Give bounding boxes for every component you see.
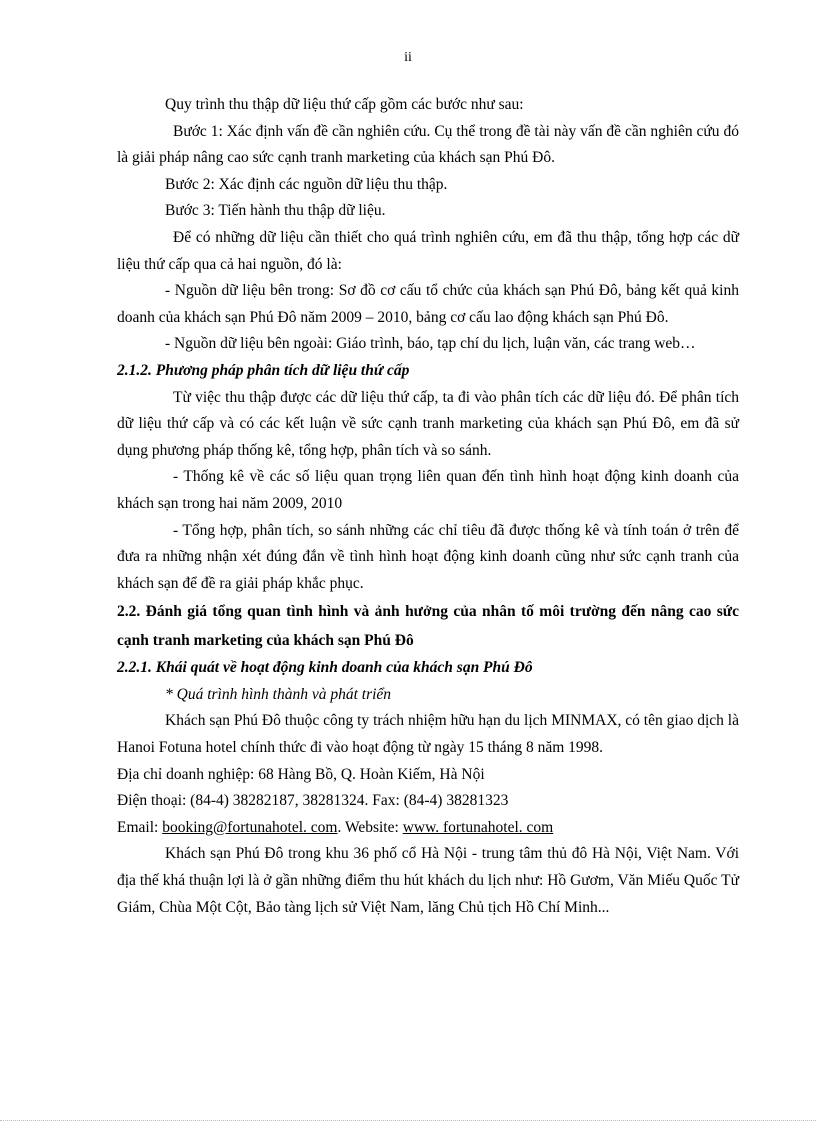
sub-heading: * Quá trình hình thành và phát triển (165, 685, 392, 703)
paragraph: Khách sạn Phú Đô trong khu 36 phố cổ Hà Nội - trung tâm thủ đô Hà Nội, Việt Nam. Với địa thế khá thuận lợi là ở gần những điểm thu hút khách du lịch như: Hồ Gươm, Văn Miếu Quốc Tử Giám, Chùa Một Cột, Bảo tàng lịch sử Việt Nam, lăng Chủ tịch Hồ Chí Minh... (117, 845, 739, 916)
page-body (117, 92, 739, 921)
address-line: Địa chỉ doanh nghiệp: 68 Hàng Bồ, Q. Hoàn Kiếm, Hà Nội (117, 765, 485, 783)
paragraph: Khách sạn Phú Đô thuộc công ty trách nhiệm hữu hạn du lịch MINMAX, có tên giao dịch là Hanoi Fotuna hotel chính thức đi vào hoạt động từ ngày 15 tháng 8 năm 1998. (117, 712, 739, 757)
email-label: Email: (117, 818, 163, 836)
paragraph: Bước 3: Tiến hành thu thập dữ liệu. (165, 202, 386, 220)
email-link[interactable]: booking@fortunahotel. com (162, 818, 338, 836)
paragraph: - Tổng hợp, phân tích, so sánh những các chỉ tiêu đã được thống kê và tính toán ở trên để đưa ra những nhận xét đúng đắn về tình hình hoạt động kinh doanh cũng như sức cạnh tranh của khách sạn để đề ra giải pháp khắc phục. (117, 521, 739, 592)
paragraph: - Nguồn dữ liệu bên trong: Sơ đồ cơ cấu tổ chức của khách sạn Phú Đô, bảng kết quả kinh doanh của khách sạn Phú Đô năm 2009 – 2010, bảng cơ cấu lao động khách sạn Phú Đô. (117, 282, 739, 326)
paragraph: Bước 1: Xác định vấn đề cần nghiên cứu. Cụ thể trong đề tài này vấn đề cần nghiên cứu đó là giải pháp nâng cao sức cạnh tranh marketing của khách sạn Phú Đô. (117, 122, 739, 167)
contact-line (117, 815, 739, 842)
paragraph: Bước 2: Xác định các nguồn dữ liệu thu thập. (165, 175, 448, 193)
paragraph: - Thống kê về các số liệu quan trọng liên quan đến tình hình hoạt động kinh doanh của khách sạn trong hai năm 2009, 2010 (117, 468, 739, 512)
page-bottom-rule (0, 1120, 816, 1121)
paragraph: Từ việc thu thập được các dữ liệu thứ cấp, ta đi vào phân tích các dữ liệu đó. Để phân tích dữ liệu thứ cấp và có các kết luận về sức cạnh tranh marketing của khách sạn Phú Đô, em đã sử dụng phương pháp thống kê, tổng hợp, phân tích và so sánh. (117, 388, 739, 459)
paragraph: Quy trình thu thập dữ liệu thứ cấp gồm các bước như sau: (165, 96, 524, 113)
chapter-heading: 2.2. Đánh giá tổng quan tình hình và ảnh hưởng của nhân tố môi trường đến nâng cao sức cạnh tranh marketing của khách sạn Phú Đô (117, 603, 739, 650)
website-link[interactable]: www. fortunahotel. com (402, 818, 554, 836)
paragraph: - Nguồn dữ liệu bên ngoài: Giáo trình, báo, tạp chí du lịch, luận văn, các trang web… (165, 335, 696, 353)
page-number: ii (404, 50, 412, 65)
website-label: . Website: (337, 818, 403, 836)
phone-line: Điện thoại: (84-4) 38282187, 38281324. Fax: (84-4) 38281323 (117, 792, 509, 810)
paragraph: Để có những dữ liệu cần thiết cho quá trình nghiên cứu, em đã thu thập, tổng hợp các dữ liệu thứ cấp qua cả hai nguồn, đó là: (117, 228, 739, 273)
section-heading: 2.1.2. Phương pháp phân tích dữ liệu thứ cấp (117, 361, 410, 379)
section-heading: 2.2.1. Khái quát về hoạt động kinh doanh của khách sạn Phú Đô (117, 659, 533, 677)
